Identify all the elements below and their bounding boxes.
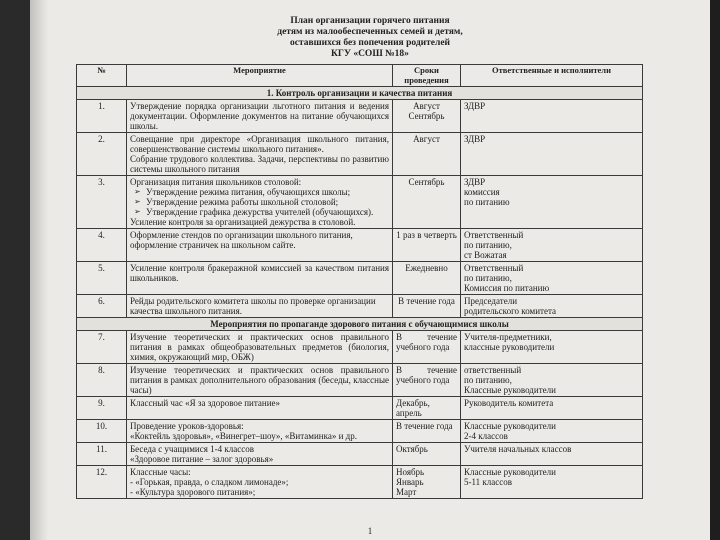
table-row bbox=[77, 420, 643, 443]
row-terms: В течение года bbox=[393, 420, 461, 443]
table-row bbox=[77, 100, 643, 133]
row-event bbox=[127, 133, 393, 176]
row-event: Изучение теоретических и практических основ правильного питания в рамках дополнительного образования (беседы, классные часы) bbox=[127, 364, 393, 397]
row-terms: Ноябрь Январь Март bbox=[393, 466, 461, 499]
row-num: 8. bbox=[77, 364, 127, 397]
table-row bbox=[77, 176, 643, 229]
section-title: Мероприятия по пропаганде здорового питания с обучающимися школы bbox=[77, 318, 643, 331]
row-event: Утверждение порядка организации льготного питания и ведения документации. Оформление документов на питание обучающихся школы. bbox=[127, 100, 393, 133]
row-num: 6. bbox=[77, 295, 127, 318]
table-row bbox=[77, 397, 643, 420]
row-num: 4. bbox=[77, 229, 127, 262]
row-responsible: Председатели родительского комитета bbox=[461, 295, 643, 318]
row-terms: Декабрь, апрель bbox=[393, 397, 461, 420]
row-event: Проведение уроков-здоровья: «Коктейль здоровья», «Винегрет–шоу», «Витаминка» и др. bbox=[127, 420, 393, 443]
row-terms: В течение года bbox=[393, 295, 461, 318]
bullet-item: ➢ Утверждение режима питания, обучающихся школы; bbox=[146, 187, 389, 197]
bullet-item: ➢ Утверждение графика дежурства учителей (обучающихся). bbox=[146, 207, 389, 217]
row-responsible: Учителя начальных классов bbox=[461, 443, 643, 466]
bullet-item: ➢ Утверждение режима работы школьной столовой; bbox=[146, 197, 389, 207]
table-row bbox=[77, 331, 643, 364]
page-edge bbox=[0, 0, 30, 540]
header-responsible: Ответственные и исполнители bbox=[461, 65, 643, 87]
table-row bbox=[77, 295, 643, 318]
row-num: 9. bbox=[77, 397, 127, 420]
row-event-part-2: Собрание трудового коллектива. Задачи, перспективы по развитию системы школьного питания bbox=[130, 154, 389, 174]
row-event bbox=[127, 176, 393, 229]
row-num: 11. bbox=[77, 443, 127, 466]
row-num: 3. bbox=[77, 176, 127, 229]
row-terms: Сентябрь bbox=[393, 176, 461, 229]
row-num: 1. bbox=[77, 100, 127, 133]
row-num: 5. bbox=[77, 262, 127, 295]
row-responsible: Ответственный по питанию, ст Вожатая bbox=[461, 229, 643, 262]
row-terms: Август bbox=[393, 133, 461, 176]
table-row bbox=[77, 443, 643, 466]
row-event: Усиление контроля бракеражной комиссией за качеством питания школьников. bbox=[127, 262, 393, 295]
row-terms: Ежедневно bbox=[393, 262, 461, 295]
table-row bbox=[77, 262, 643, 295]
row-num: 12. bbox=[77, 466, 127, 499]
row-num: 10. bbox=[77, 420, 127, 443]
row-event: Беседа с учащимися 1-4 классов «Здоровое питание – залог здоровья» bbox=[127, 443, 393, 466]
row-num: 2. bbox=[77, 133, 127, 176]
row-responsible: Классные руководители 2-4 классов bbox=[461, 420, 643, 443]
row-terms: Август Сентябрь bbox=[393, 100, 461, 133]
bullet-list bbox=[130, 187, 389, 217]
document-title bbox=[30, 16, 710, 60]
row-event: Классные часы: - «Горькая, правда, о сладком лимонаде»; - «Культура здорового питания»; bbox=[127, 466, 393, 499]
row-responsible: ЗДВР bbox=[461, 100, 643, 133]
row-terms: Октябрь bbox=[393, 443, 461, 466]
row-event: Классный час «Я за здоровое питание» bbox=[127, 397, 393, 420]
row-event-part-1: Организация питания школьников столовой: bbox=[130, 177, 302, 187]
row-num: 7. bbox=[77, 331, 127, 364]
header-event: Мероприятие bbox=[127, 65, 393, 87]
header-terms: Сроки проведения bbox=[393, 65, 461, 87]
title-line-1: План организации горячего питания bbox=[290, 16, 450, 26]
row-event: Изучение теоретических и практических основ правильного питания в рамках общеобразовательных предметов (биология, химия, окружающий мир, ОБЖ) bbox=[127, 331, 393, 364]
row-event: Оформление стендов по организации школьного питания, оформление страничек на школьном сайте. bbox=[127, 229, 393, 262]
row-event-part-2: Усиление контроля за организацией дежурства в столовой. bbox=[130, 217, 356, 227]
row-event: Рейды родительского комитета школы по проверке организации качества школьного питания. bbox=[127, 295, 393, 318]
row-responsible: Учителя-предметники, классные руководители bbox=[461, 331, 643, 364]
title-line-3: оставшихся без попечения родителей bbox=[289, 38, 451, 48]
title-line-2: детям из малообеспеченных семей и детям, bbox=[277, 27, 463, 37]
row-responsible: ЗДВР комиссия по питанию bbox=[461, 176, 643, 229]
row-responsible: Руководитель комитета bbox=[461, 397, 643, 420]
section-title: 1. Контроль организации и качества питания bbox=[77, 87, 643, 100]
row-responsible: Классные руководители 5-11 классов bbox=[461, 466, 643, 499]
row-responsible: Ответственный по питанию, Комиссия по питанию bbox=[461, 262, 643, 295]
row-terms: В течение учебного года bbox=[393, 331, 461, 364]
table-header-row bbox=[77, 65, 643, 87]
title-line-4: КГУ «СОШ №18» bbox=[331, 49, 409, 59]
section-row bbox=[77, 318, 643, 331]
row-terms: 1 раз в четверть bbox=[393, 229, 461, 262]
row-event-part-1: Совещание при директоре «Организация школьного питания, совершенствование системы школьного питания». bbox=[130, 134, 389, 154]
row-terms: В течение учебного года bbox=[393, 364, 461, 397]
page-number: 1 bbox=[367, 526, 373, 536]
document-page bbox=[30, 0, 710, 540]
table-row bbox=[77, 364, 643, 397]
section-row bbox=[77, 87, 643, 100]
row-responsible: ЗДВР bbox=[461, 133, 643, 176]
table-row bbox=[77, 133, 643, 176]
plan-table bbox=[76, 64, 643, 499]
table-row bbox=[77, 466, 643, 499]
table-row bbox=[77, 229, 643, 262]
row-responsible: ответственный по питанию, Классные руководители bbox=[461, 364, 643, 397]
header-num: № bbox=[77, 65, 127, 87]
